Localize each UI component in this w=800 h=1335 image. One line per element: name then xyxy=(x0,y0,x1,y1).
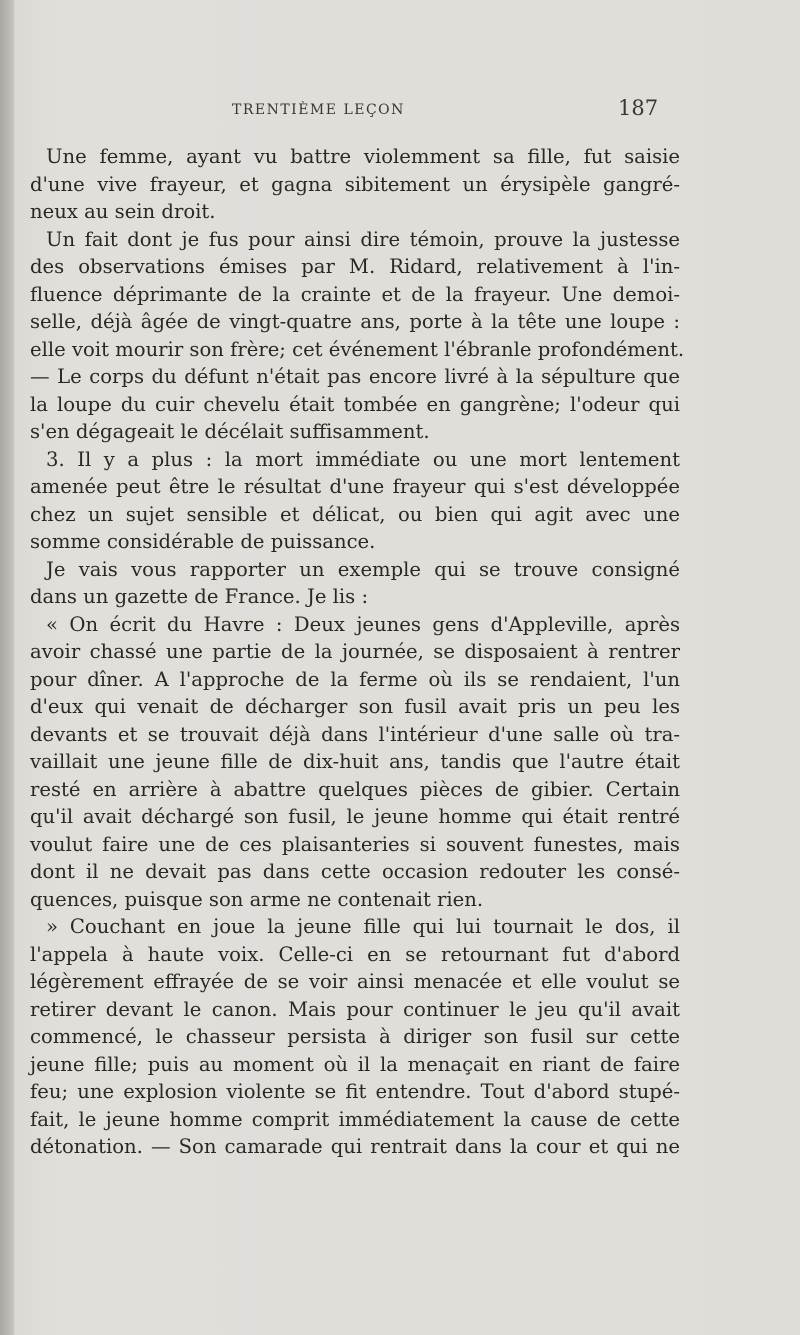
text-line: amenée peut être le résultat d'une frayeur qui s'est développée xyxy=(30,475,680,498)
text-line: somme considérable de puissance. xyxy=(30,530,376,553)
text-line: avoir chassé une partie de la journée, se disposaient à rentrer xyxy=(30,640,680,663)
text-line: commencé, le chasseur persista à diriger son fusil sur cette xyxy=(30,1025,680,1048)
text-line: dont il ne devait pas dans cette occasion redouter les consé- xyxy=(30,860,680,883)
text-line: s'en dégageait le décélait suffisamment. xyxy=(30,420,430,443)
text-line: — Le corps du défunt n'était pas encore livré à la sépulture que xyxy=(30,365,680,388)
text-line: 3. Il y a plus : la mort immédiate ou une mort lentement xyxy=(46,447,680,471)
page-number: 187 xyxy=(618,96,659,120)
text-line: l'appela à haute voix. Celle-ci en se retournant fut d'abord xyxy=(30,942,680,966)
text-line: fluence déprimante de la crainte et de la frayeur. Une demoi- xyxy=(30,282,680,306)
text-line: » Couchant en joue la jeune fille qui lui tournait le dos, il xyxy=(46,915,680,938)
body-text xyxy=(30,143,685,1161)
text-line: Une femme, ayant vu battre violemment sa fille, fut saisie xyxy=(46,145,680,168)
text-line: jeune fille; puis au moment où il la menaçait en riant de faire xyxy=(30,1052,680,1076)
text-line: d'une vive frayeur, et gagna sibitement un érysipèle gangré- xyxy=(30,172,680,196)
text-line: Un fait dont je fus pour ainsi dire témoin, prouve la justesse xyxy=(46,227,680,251)
text-line: vaillait une jeune fille de dix-huit ans, tandis que l'autre était xyxy=(30,750,680,773)
text-line: « On écrit du Havre : Deux jeunes gens d'Appleville, après xyxy=(46,612,680,636)
text-line: fait, le jeune homme comprit immédiatement la cause de cette xyxy=(30,1107,680,1131)
text-line: resté en arrière à abattre quelques pièces de gibier. Certain xyxy=(30,777,680,801)
text-line: Je vais vous rapporter un exemple qui se trouve consigné xyxy=(46,557,680,581)
text-line: détonation. — Son camarade qui rentrait dans la cour et qui ne xyxy=(30,1135,680,1158)
text-line: voulut faire une de ces plaisanteries si souvent funestes, mais xyxy=(30,832,680,856)
text-line: des observations émises par M. Ridard, relativement à l'in- xyxy=(30,255,680,278)
page-header xyxy=(0,98,800,128)
text-line: chez un sujet sensible et délicat, ou bien qui agit avec une xyxy=(30,502,680,526)
text-line: la loupe du cuir chevelu était tombée en gangrène; l'odeur qui xyxy=(30,392,680,416)
text-line: pour dîner. A l'approche de la ferme où ils se rendaient, l'un xyxy=(30,667,680,691)
text-line: elle voit mourir son frère; cet événement l'ébranle profondément. xyxy=(30,337,685,361)
text-line: neux au sein droit. xyxy=(30,200,216,223)
text-line: devants et se trouvait déjà dans l'intérieur d'une salle où tra- xyxy=(30,722,680,746)
text-line: légèrement effrayée de se voir ainsi menacée et elle voulut se xyxy=(30,970,680,993)
running-title: TRENTIÈME LEÇON xyxy=(232,102,405,118)
text-line: retirer devant le canon. Mais pour continuer le jeu qu'il avait xyxy=(30,997,680,1021)
text-line: selle, déjà âgée de vingt-quatre ans, porte à la tête une loupe : xyxy=(30,310,680,333)
page-binding-edge xyxy=(0,0,14,1335)
text-line: dans un gazette de France. Je lis : xyxy=(30,585,369,608)
text-line: qu'il avait déchargé son fusil, le jeune homme qui était rentré xyxy=(30,805,680,828)
text-line: quences, puisque son arme ne contenait rien. xyxy=(30,887,484,911)
text-line: feu; une explosion violente se fit entendre. Tout d'abord stupé- xyxy=(30,1080,680,1103)
text-line: d'eux qui venait de décharger son fusil avait pris un peu les xyxy=(30,695,680,718)
